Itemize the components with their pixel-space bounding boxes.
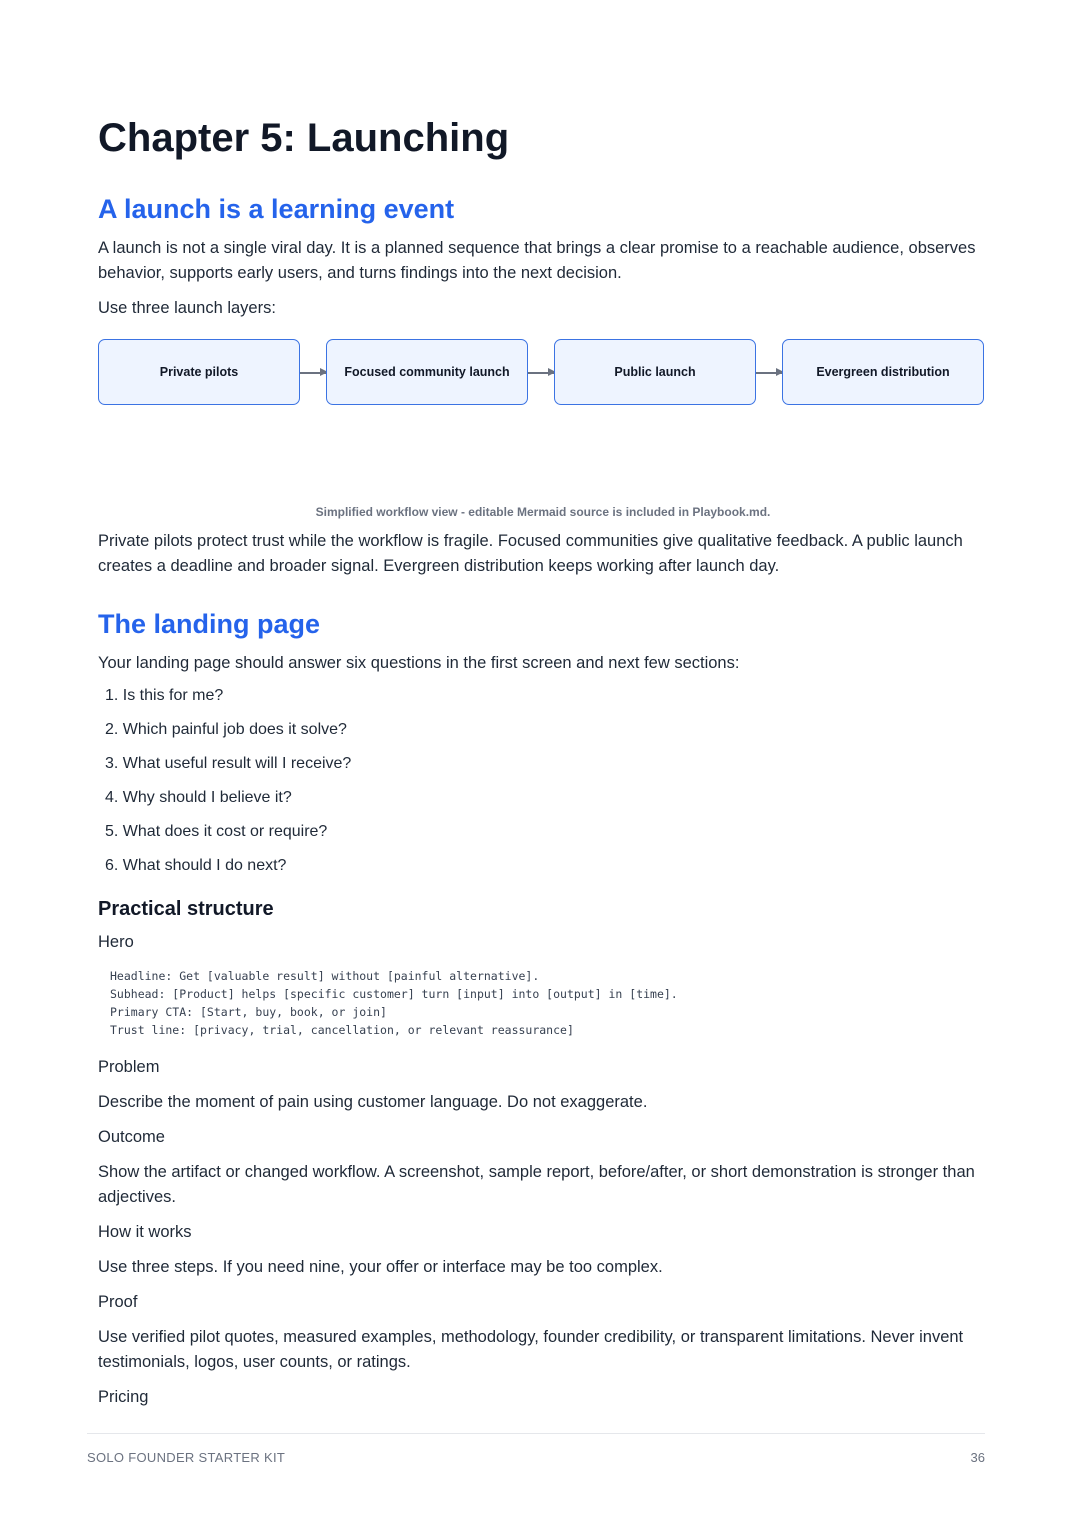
flow-step-evergreen: Evergreen distribution (782, 339, 984, 405)
launch-intro: A launch is not a single viral day. It is a planned sequence that brings a clear promise to a reachable audience, observes behavior, supports early users, and turns findings into the next decision. (98, 239, 976, 282)
flow-step-community-launch: Focused community launch (326, 339, 528, 405)
subheading-practical-structure: Practical structure (98, 898, 274, 920)
how-it-works-label: How it works (98, 1223, 192, 1241)
flow-step-public-launch: Public launch (554, 339, 756, 405)
landing-intro: Your landing page should answer six questions in the first screen and next few sections: (98, 654, 740, 672)
flow-step-private-pilots: Private pilots (98, 339, 300, 405)
problem-text: Describe the moment of pain using customer language. Do not exaggerate. (98, 1093, 648, 1111)
launch-layers-lead: Use three launch layers: (98, 299, 276, 317)
flow-arrow (528, 372, 555, 374)
problem-label: Problem (98, 1058, 160, 1076)
pricing-label: Pricing (98, 1388, 149, 1406)
outcome-text: Show the artifact or changed workflow. A screenshot, sample report, before/after, or short demonstration is stronger than adjectives. (98, 1163, 975, 1206)
page-content (98, 110, 988, 1410)
flow-arrow (756, 372, 783, 374)
how-it-works-text: Use three steps. If you need nine, your offer or interface may be too complex. (98, 1258, 663, 1276)
footer-title: SOLO FOUNDER STARTER KIT (87, 1450, 286, 1465)
footer-divider (87, 1433, 985, 1434)
flow-arrow (300, 372, 327, 374)
landing-questions-list (98, 684, 988, 878)
list-item: 5. What does it cost or require? (105, 823, 328, 840)
list-item: 2. Which painful job does it solve? (105, 721, 347, 738)
section-heading-launch: A launch is a learning event (98, 194, 455, 224)
hero-code-block: Headline: Get [valuable result] without [painful alternative]. Subhead: [Product] helps [specific customer] turn [input] into [output] in [time]. Primary CTA: [Start, buy, book, or join] Trust line: [privacy, trial, cancellation, or relevant reassurance] (110, 969, 678, 1037)
page-number: 36 (970, 1450, 985, 1465)
chapter-title: Chapter 5: Launching (98, 116, 510, 160)
diagram-caption: Simplified workflow view - editable Mermaid source is included in Playbook.md. (315, 505, 771, 519)
launch-summary: Private pilots protect trust while the workflow is fragile. Focused communities give qualitative feedback. A public launch creates a deadline and broader signal. Evergreen distribution keeps working after launch day. (98, 532, 963, 575)
list-item: 6. What should I do next? (105, 857, 287, 874)
section-heading-landing: The landing page (98, 609, 321, 639)
launch-flow-diagram (98, 339, 988, 407)
hero-label: Hero (98, 933, 134, 951)
proof-text: Use verified pilot quotes, measured examples, methodology, founder credibility, or transparent limitations. Never invent testimonials, logos, user counts, or ratings. (98, 1328, 964, 1371)
list-item: 4. Why should I believe it? (105, 789, 292, 806)
proof-label: Proof (98, 1293, 138, 1311)
list-item: 3. What useful result will I receive? (105, 755, 352, 772)
outcome-label: Outcome (98, 1128, 165, 1146)
list-item: 1. Is this for me? (105, 687, 224, 704)
